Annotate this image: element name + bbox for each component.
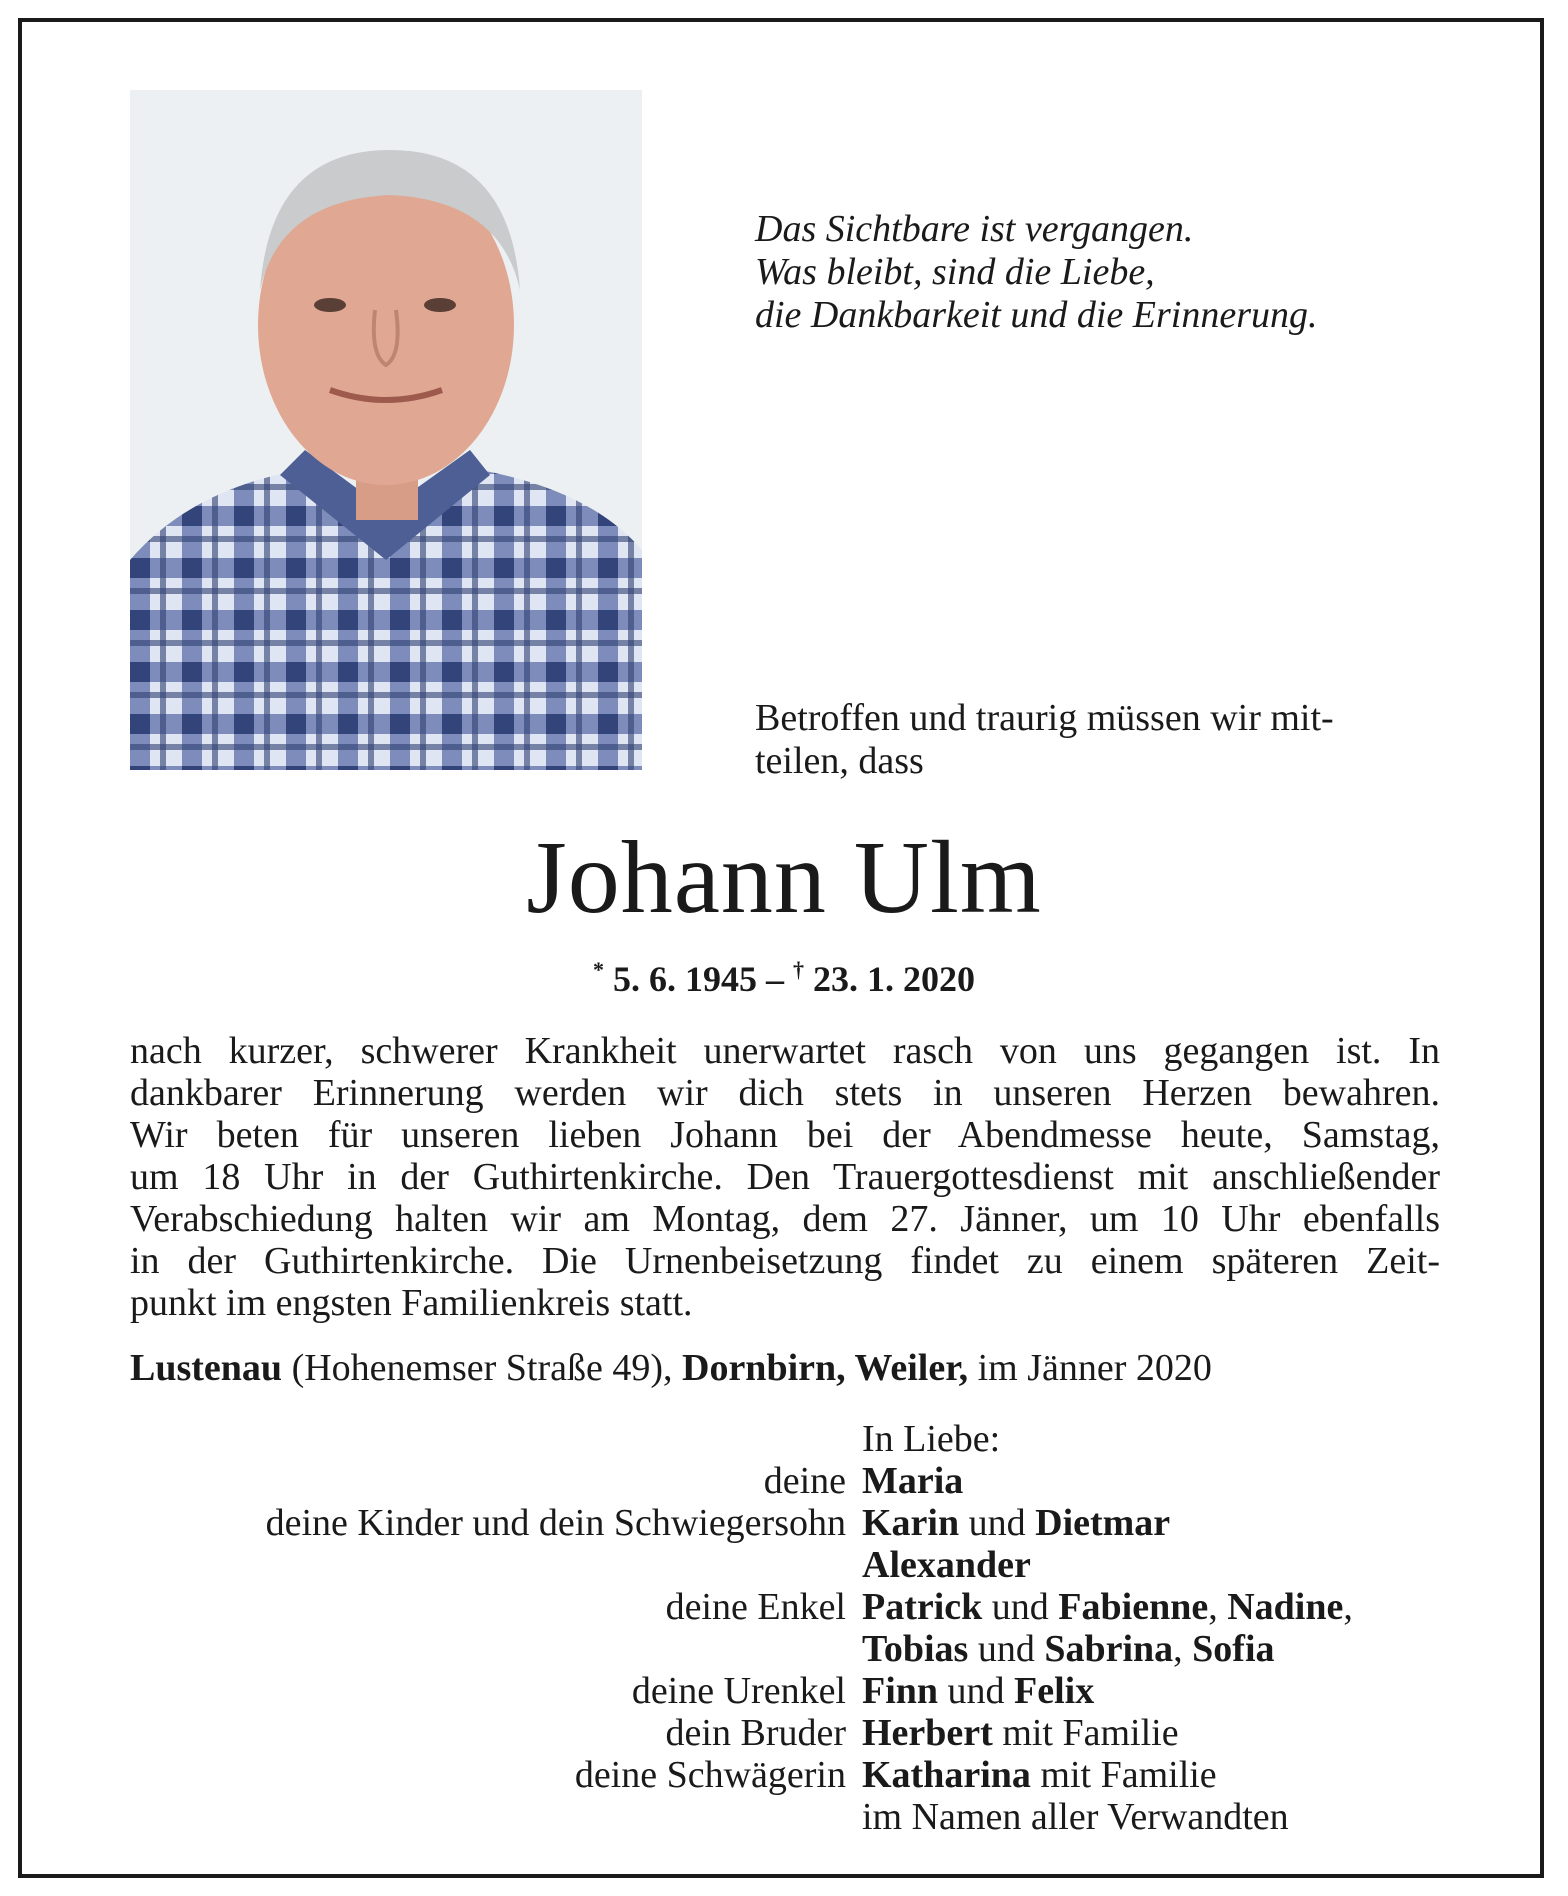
mourner-connector: mit Familie bbox=[1030, 1754, 1217, 1796]
address: (Hohenemser Straße 49), bbox=[282, 1347, 682, 1389]
mourner-name: Alexander bbox=[862, 1544, 1031, 1586]
life-dates bbox=[0, 948, 1568, 1001]
death-date: 23. 1. 2020 bbox=[813, 959, 975, 999]
mourner-row bbox=[0, 1544, 1568, 1586]
mourner-names bbox=[862, 1460, 963, 1502]
mourner-name: Herbert bbox=[862, 1712, 993, 1754]
mourner-name: Fabienne bbox=[1058, 1586, 1209, 1628]
mourner-name: Felix bbox=[1014, 1670, 1095, 1712]
mourner-connector: , bbox=[1343, 1586, 1353, 1628]
mourner-connector: , bbox=[1208, 1586, 1228, 1628]
mourner-names bbox=[862, 1754, 1217, 1796]
mourner-relation: deine Urenkel bbox=[631, 1670, 846, 1712]
body-line: um 18 Uhr in der Guthirtenkirche. Den Trauergottesdienst mit anschließender bbox=[130, 1156, 1440, 1198]
mourner-relation: deine Schwägerin bbox=[574, 1754, 846, 1796]
mourner-row bbox=[0, 1796, 1568, 1838]
mourner-names bbox=[862, 1796, 1289, 1838]
body-line: punkt im engsten Familienkreis statt. bbox=[130, 1282, 693, 1324]
intro-line: Betroffen und traurig müssen wir mit- bbox=[755, 697, 1334, 739]
mourner-connector: und bbox=[968, 1628, 1045, 1670]
memorial-quote bbox=[755, 208, 1318, 337]
mourner-row bbox=[0, 1502, 1568, 1544]
mourner-name: Maria bbox=[862, 1460, 964, 1502]
mourner-name: Sabrina bbox=[1044, 1628, 1174, 1670]
quote-line: Das Sichtbare ist vergangen. bbox=[755, 208, 1194, 250]
mourners-list bbox=[0, 1418, 1568, 1838]
mourner-name: Sofia bbox=[1192, 1628, 1275, 1670]
death-symbol: † bbox=[793, 957, 804, 982]
quote-line: die Dankbarkeit und die Erinnerung. bbox=[755, 294, 1318, 336]
mourner-names bbox=[862, 1586, 1353, 1628]
mourner-connector: und bbox=[959, 1502, 1036, 1544]
mourner-connector: , bbox=[1173, 1628, 1193, 1670]
body-line: dankbarer Erinnerung werden wir dich stets in unseren Herzen bewahren. bbox=[130, 1072, 1440, 1114]
body-line: in der Guthirtenkirche. Die Urnenbeisetzung findet zu einem späteren Zeit- bbox=[130, 1240, 1440, 1282]
mourner-names bbox=[862, 1628, 1275, 1670]
mourner-row bbox=[0, 1754, 1568, 1796]
notice-date: im Jänner 2020 bbox=[968, 1347, 1212, 1389]
mourner-row bbox=[0, 1712, 1568, 1754]
mourner-name: Nadine bbox=[1227, 1586, 1344, 1628]
mourner-name: Finn bbox=[862, 1670, 939, 1712]
mourner-name: Tobias bbox=[862, 1628, 969, 1670]
body-line: Wir beten für unseren lieben Johann bei der Abendmesse heute, Samstag, bbox=[130, 1114, 1440, 1156]
mourner-relation: deine bbox=[763, 1460, 846, 1502]
mourner-names bbox=[862, 1502, 1170, 1544]
mourner-name: Dietmar bbox=[1035, 1502, 1171, 1544]
place-and-date bbox=[130, 1346, 1212, 1390]
quote-line: Was bleibt, sind die Liebe, bbox=[755, 251, 1155, 293]
announcement-intro bbox=[755, 697, 1334, 783]
mourner-relation: deine Kinder und dein Schwiegersohn bbox=[265, 1502, 846, 1544]
towns-dornbirn-weiler: Dornbirn, Weiler, bbox=[682, 1347, 969, 1389]
announcement-body bbox=[130, 1030, 1440, 1324]
birth-date: 5. 6. 1945 bbox=[613, 959, 757, 999]
deceased-name: Johann Ulm bbox=[526, 820, 1042, 935]
date-separator: – bbox=[757, 959, 793, 999]
mourner-name: Katharina bbox=[862, 1754, 1031, 1796]
birth-symbol: * bbox=[593, 957, 604, 982]
mourner-relation: dein Bruder bbox=[665, 1712, 846, 1754]
mourner-connector: und bbox=[982, 1586, 1059, 1628]
mourner-relation: deine Enkel bbox=[665, 1586, 846, 1628]
mourner-names bbox=[862, 1712, 1179, 1754]
body-line: nach kurzer, schwerer Krankheit unerwartet rasch von uns gegangen ist. In bbox=[130, 1030, 1440, 1072]
mourner-name: Patrick bbox=[862, 1586, 983, 1628]
town-lustenau: Lustenau bbox=[130, 1347, 283, 1389]
mourner-names bbox=[862, 1544, 1031, 1586]
mourner-row bbox=[0, 1628, 1568, 1670]
body-line: Verabschiedung halten wir am Montag, dem 27. Jänner, um 10 Uhr ebenfalls bbox=[130, 1198, 1440, 1240]
in-love-row bbox=[0, 1418, 1568, 1460]
mourner-connector: im Namen aller Verwandten bbox=[862, 1796, 1289, 1838]
mourner-row bbox=[0, 1460, 1568, 1502]
mourner-names bbox=[862, 1670, 1094, 1712]
in-love-label: In Liebe: bbox=[862, 1418, 1001, 1460]
mourner-connector: mit Familie bbox=[992, 1712, 1179, 1754]
mourner-row bbox=[0, 1670, 1568, 1712]
mourner-row bbox=[0, 1586, 1568, 1628]
portrait-photo bbox=[130, 90, 642, 770]
intro-line: teilen, dass bbox=[755, 740, 924, 782]
mourner-name: Karin bbox=[862, 1502, 960, 1544]
mourner-connector: und bbox=[938, 1670, 1015, 1712]
